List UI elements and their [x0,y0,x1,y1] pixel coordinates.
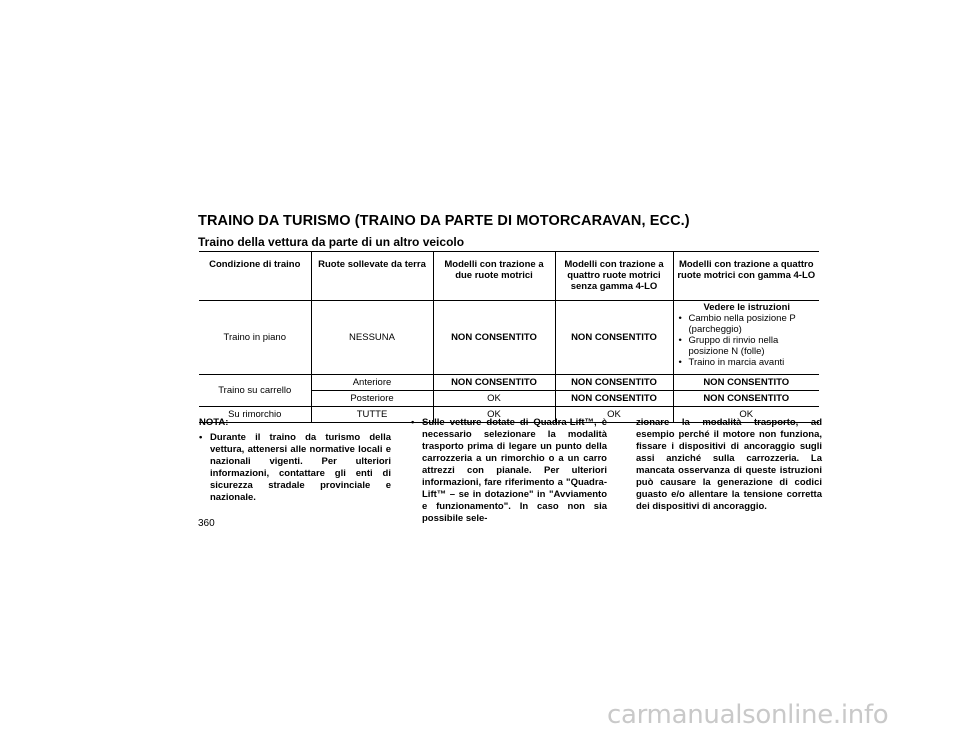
header-4wd-lo: Modelli con trazione a quattro ruote motrici con gamma 4-LO [673,252,819,301]
cell-4wd-lo-instructions [673,301,819,375]
cell-wheels: Anteriore [311,375,433,391]
notes-column-3 [636,417,822,513]
header-towing-condition: Condizione di traino [199,252,311,301]
cell-2wd: NON CONSENTITO [433,375,555,391]
cell-condition: Traino su carrello [199,375,311,407]
cell-condition: Traino in piano [199,301,311,375]
note-label: NOTA: [199,417,229,428]
instructions-list [678,313,817,368]
section-title: Traino della vettura da parte di un altro veicolo [198,235,465,249]
cell-2wd: OK [433,407,555,423]
list-item: • Traino in marcia avanti [678,357,817,368]
header-4wd-no-lo: Modelli con trazione a quattro ruote motrici senza gamma 4-LO [555,252,673,301]
cell-wheels: Posteriore [311,391,433,407]
watermark: carmanualsonline.info [607,700,889,730]
page-title: TRAINO DA TURISMO (TRAINO DA PARTE DI MOTORCARAVAN, ECC.) [198,213,690,229]
cell-4wd-no-lo: NON CONSENTITO [555,391,673,407]
header-2wd: Modelli con trazione a due ruote motrici [433,252,555,301]
cell-2wd: OK [433,391,555,407]
cell-4wd-lo: OK [673,407,819,423]
cell-4wd-no-lo: NON CONSENTITO [555,375,673,391]
note-text-continued: zionare la modalità trasporto, ad esempio perché il motore non funziona, fissare i dispositivi di ancoraggio sugli assi anziché sulla carrozzeria. La mancata osservanza di queste istruzioni può causare la generazione di codici guasto e/o allentare la tensione corretta dei dispositivi di ancoraggio. [636,417,822,512]
table-header-row [199,252,819,301]
notes-column-2 [411,417,607,525]
list-item: • Gruppo di rinvio nella posizione N (folle) [678,335,817,357]
bullet-icon: • [411,417,415,428]
note-item [199,432,391,504]
header-raised-wheels: Ruote sollevate da terra [311,252,433,301]
cell-4wd-no-lo: NON CONSENTITO [555,301,673,375]
cell-condition: Su rimorchio [199,407,311,423]
cell-wheels: TUTTE [311,407,433,423]
list-item: • Cambio nella posizione P (parcheggio) [678,313,817,335]
instructions-heading: Vedere le istruzioni [703,302,791,313]
cell-4wd-lo: NON CONSENTITO [673,391,819,407]
page-number: 360 [198,518,215,529]
note-item [411,417,607,525]
cell-wheels: NESSUNA [311,301,433,375]
table-row [199,301,819,375]
note-text: Sulle vetture dotate di Quadra-Lift™, è necessario selezionare la modalità trasporto prima di legare un punto della carrozzeria a un rimorchio o a un carro attrezzi con pianale. Per ulteriori informazioni, fare riferimento a "Quadra-Lift™ – se in dotazione" in "Avviamento e funzionamento". In caso non sia possibile sele- [422,417,607,524]
table-row [199,375,819,391]
cell-4wd-no-lo: OK [555,407,673,423]
notes-column-1 [199,417,391,504]
note-text: Durante il traino da turismo della vettura, attenersi alle normative locali e nazionali vigenti. Per ulteriori informazioni, contattare gli enti di sicurezza stradale provinciale e nazionale. [210,432,391,503]
cell-2wd: NON CONSENTITO [433,301,555,375]
cell-4wd-lo: NON CONSENTITO [673,375,819,391]
bullet-icon: • [199,432,203,443]
towing-table [199,251,819,423]
